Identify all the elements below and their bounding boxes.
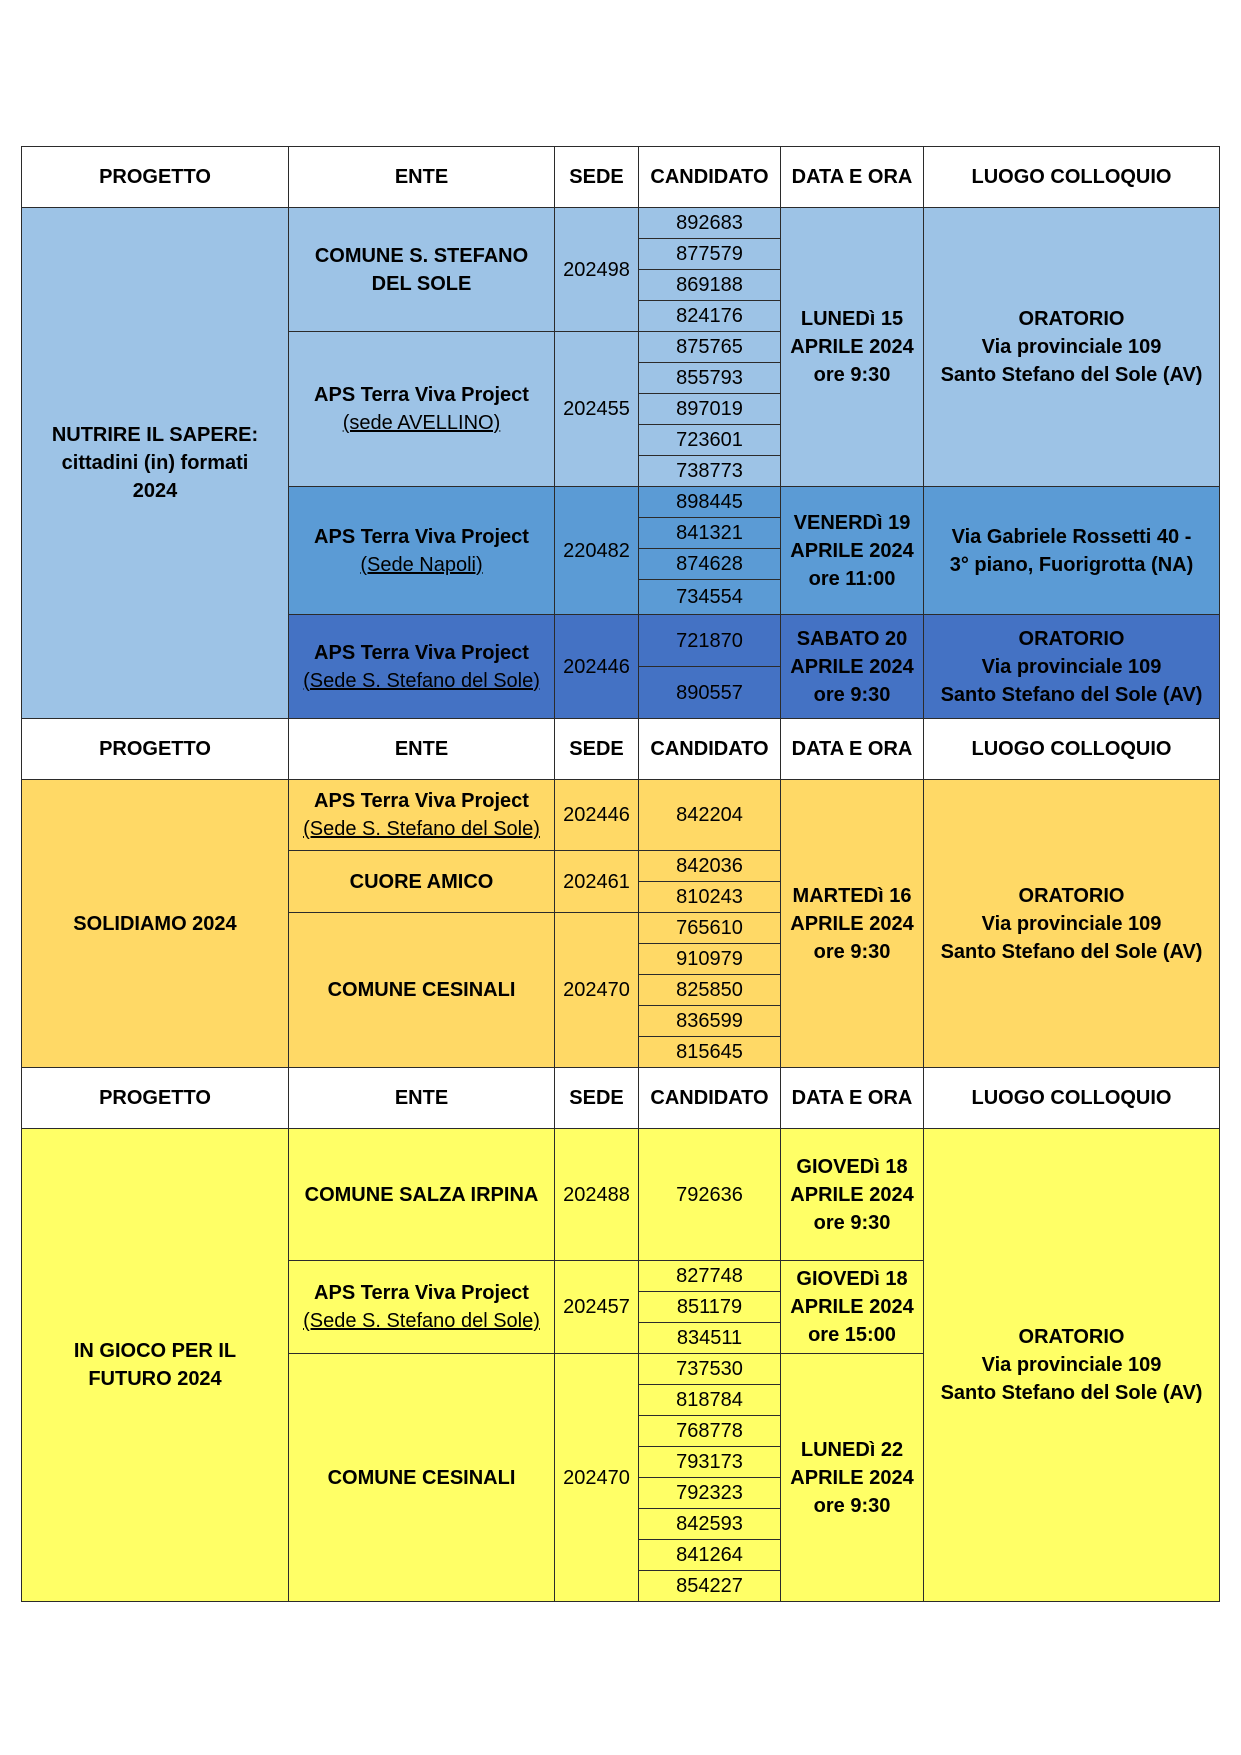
candidato-cell: 738773 <box>639 456 781 487</box>
header-sede: SEDE <box>555 719 639 780</box>
header-progetto: PROGETTO <box>22 719 289 780</box>
candidato-cell: 910979 <box>639 944 781 975</box>
header-progetto: PROGETTO <box>22 1068 289 1129</box>
ente-cell: COMUNE CESINALI <box>289 913 555 1068</box>
progetto-cell: NUTRIRE IL SAPERE: cittadini (in) formati 2024 <box>22 208 289 719</box>
data-ora-cell: LUNEDì 15 APRILE 2024 ore 9:30 <box>781 208 924 487</box>
candidato-cell: 737530 <box>639 1354 781 1385</box>
header-sede: SEDE <box>555 147 639 208</box>
candidato-cell: 793173 <box>639 1447 781 1478</box>
schedule-table <box>21 146 1220 1602</box>
candidato-cell: 834511 <box>639 1323 781 1354</box>
header-data-ora: DATA E ORA <box>781 719 924 780</box>
candidato-cell: 842593 <box>639 1509 781 1540</box>
candidato-cell: 765610 <box>639 913 781 944</box>
sede-cell: 202446 <box>555 780 639 851</box>
progetto-cell: SOLIDIAMO 2024 <box>22 780 289 1068</box>
candidato-cell: 875765 <box>639 332 781 363</box>
header-progetto: PROGETTO <box>22 147 289 208</box>
candidato-cell: 855793 <box>639 363 781 394</box>
header-ente: ENTE <box>289 1068 555 1129</box>
luogo-cell: ORATORIO Via provinciale 109 Santo Stefano del Sole (AV) <box>924 1129 1220 1602</box>
candidato-cell: 721870 <box>639 615 781 667</box>
candidato-cell: 734554 <box>639 580 781 615</box>
header-ente: ENTE <box>289 719 555 780</box>
candidato-cell: 874628 <box>639 549 781 580</box>
candidato-cell: 854227 <box>639 1571 781 1602</box>
candidato-cell: 836599 <box>639 1006 781 1037</box>
candidato-cell: 892683 <box>639 208 781 239</box>
sede-cell: 202488 <box>555 1129 639 1261</box>
candidato-cell: 792323 <box>639 1478 781 1509</box>
candidato-cell: 842204 <box>639 780 781 851</box>
candidato-cell: 825850 <box>639 975 781 1006</box>
ente-cell: APS Terra Viva Project (Sede Napoli) <box>289 487 555 615</box>
ente-cell: APS Terra Viva Project (Sede S. Stefano del Sole) <box>289 1261 555 1354</box>
candidato-cell: 818784 <box>639 1385 781 1416</box>
sede-cell: 202457 <box>555 1261 639 1354</box>
ente-cell: APS Terra Viva Project (Sede S. Stefano del Sole) <box>289 615 555 719</box>
data-ora-cell: VENERDì 19 APRILE 2024 ore 11:00 <box>781 487 924 615</box>
data-ora-cell: MARTEDì 16 APRILE 2024 ore 9:30 <box>781 780 924 1068</box>
candidato-cell: 723601 <box>639 425 781 456</box>
candidato-cell: 869188 <box>639 270 781 301</box>
header-sede: SEDE <box>555 1068 639 1129</box>
candidato-cell: 841264 <box>639 1540 781 1571</box>
ente-cell: COMUNE CESINALI <box>289 1354 555 1602</box>
ente-cell: COMUNE S. STEFANO DEL SOLE <box>289 208 555 332</box>
candidato-cell: 877579 <box>639 239 781 270</box>
candidato-cell: 890557 <box>639 667 781 719</box>
ente-cell: CUORE AMICO <box>289 851 555 913</box>
data-ora-cell: SABATO 20 APRILE 2024 ore 9:30 <box>781 615 924 719</box>
candidato-cell: 851179 <box>639 1292 781 1323</box>
luogo-cell: Via Gabriele Rossetti 40 - 3° piano, Fuorigrotta (NA) <box>924 487 1220 615</box>
header-data-ora: DATA E ORA <box>781 147 924 208</box>
header-luogo: LUOGO COLLOQUIO <box>924 1068 1220 1129</box>
sede-cell: 202498 <box>555 208 639 332</box>
candidato-cell: 827748 <box>639 1261 781 1292</box>
data-ora-cell: GIOVEDì 18 APRILE 2024 ore 9:30 <box>781 1129 924 1261</box>
header-candidato: CANDIDATO <box>639 1068 781 1129</box>
sede-cell: 220482 <box>555 487 639 615</box>
candidato-cell: 824176 <box>639 301 781 332</box>
sede-cell: 202470 <box>555 1354 639 1602</box>
header-candidato: CANDIDATO <box>639 147 781 208</box>
header-luogo: LUOGO COLLOQUIO <box>924 719 1220 780</box>
candidato-cell: 841321 <box>639 518 781 549</box>
sede-cell: 202470 <box>555 913 639 1068</box>
candidato-cell: 810243 <box>639 882 781 913</box>
header-row <box>22 719 1220 780</box>
header-data-ora: DATA E ORA <box>781 1068 924 1129</box>
header-row <box>22 147 1220 208</box>
data-ora-cell: GIOVEDì 18 APRILE 2024 ore 15:00 <box>781 1261 924 1354</box>
ente-cell: APS Terra Viva Project (Sede S. Stefano del Sole) <box>289 780 555 851</box>
sede-cell: 202446 <box>555 615 639 719</box>
header-candidato: CANDIDATO <box>639 719 781 780</box>
ente-cell: COMUNE SALZA IRPINA <box>289 1129 555 1261</box>
candidato-cell: 897019 <box>639 394 781 425</box>
progetto-cell: IN GIOCO PER IL FUTURO 2024 <box>22 1129 289 1602</box>
luogo-cell: ORATORIO Via provinciale 109 Santo Stefano del Sole (AV) <box>924 780 1220 1068</box>
sede-cell: 202461 <box>555 851 639 913</box>
candidato-cell: 815645 <box>639 1037 781 1068</box>
header-ente: ENTE <box>289 147 555 208</box>
ente-cell: APS Terra Viva Project (sede AVELLINO) <box>289 332 555 487</box>
candidato-cell: 792636 <box>639 1129 781 1261</box>
candidato-cell: 898445 <box>639 487 781 518</box>
luogo-cell: ORATORIO Via provinciale 109 Santo Stefano del Sole (AV) <box>924 615 1220 719</box>
header-row <box>22 1068 1220 1129</box>
data-ora-cell: LUNEDì 22 APRILE 2024 ore 9:30 <box>781 1354 924 1602</box>
candidato-cell: 768778 <box>639 1416 781 1447</box>
sede-cell: 202455 <box>555 332 639 487</box>
luogo-cell: ORATORIO Via provinciale 109 Santo Stefano del Sole (AV) <box>924 208 1220 487</box>
header-luogo: LUOGO COLLOQUIO <box>924 147 1220 208</box>
candidato-cell: 842036 <box>639 851 781 882</box>
